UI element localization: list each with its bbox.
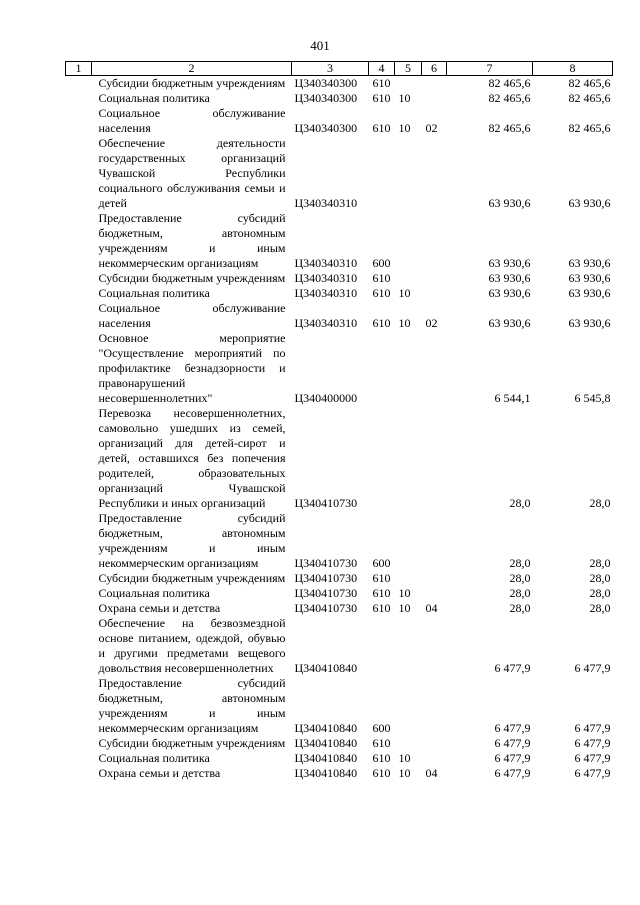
table-row (66, 571, 613, 586)
blank-cell (66, 571, 92, 586)
row-expense-type: 610 (372, 271, 391, 285)
blank-cell (66, 331, 92, 406)
row-section (395, 736, 422, 751)
row-name: Предоставление субсидий бюджетным, автономным учреждениям и иным некоммерческим организациям (98, 511, 286, 570)
row-amount-col7: 28,0 (509, 571, 531, 585)
row-expense-type: 610 (372, 286, 391, 300)
blank-cell (66, 586, 92, 601)
table-header (66, 62, 613, 76)
page-number: 401 (310, 38, 330, 53)
table-row (66, 586, 613, 601)
row-subsection: 04 (425, 766, 438, 780)
row-amount-col7: 6 544,1 (494, 391, 531, 405)
row-name: Предоставление субсидий бюджетным, автономным учреждениям и иным некоммерческим организациям (98, 676, 286, 735)
blank-cell (66, 616, 92, 676)
row-amount-col7: 82 465,6 (488, 121, 531, 135)
table-row (66, 676, 613, 736)
row-section (395, 676, 422, 736)
row-amount-col7: 63 930,6 (488, 316, 531, 330)
row-amount-col8: 6 477,9 (574, 736, 611, 750)
row-expense-type: 610 (372, 586, 391, 600)
row-name: Социальная политика (98, 751, 210, 765)
row-section: 10 (398, 751, 411, 765)
row-section: 10 (398, 316, 411, 330)
row-code: Ц340340310 (294, 256, 358, 270)
blank-cell (66, 511, 92, 571)
row-expense-type: 600 (372, 556, 391, 570)
row-expense-type: 610 (372, 571, 391, 585)
row-amount-col8: 28,0 (589, 601, 611, 615)
column-header: 4 (369, 62, 395, 76)
row-subsection (422, 331, 447, 406)
row-name: Охрана семьи и детства (98, 601, 221, 615)
row-code: Ц340340300 (294, 76, 358, 90)
row-section (395, 511, 422, 571)
blank-cell (66, 211, 92, 271)
row-amount-col7: 6 477,9 (494, 766, 531, 780)
row-subsection (422, 211, 447, 271)
blank-cell (66, 736, 92, 751)
row-amount-col7: 63 930,6 (488, 286, 531, 300)
row-amount-col8: 82 465,6 (568, 76, 611, 90)
row-code: Ц340410840 (294, 736, 358, 750)
row-name: Субсидии бюджетным учреждениям (98, 76, 286, 90)
row-section (395, 331, 422, 406)
row-name: Обеспечение деятельности государственных организаций Чувашской Республики социального обслуживания семьи и детей (98, 136, 286, 210)
row-expense-type: 610 (372, 601, 391, 615)
row-section: 10 (398, 286, 411, 300)
row-amount-col7: 63 930,6 (488, 271, 531, 285)
row-amount-col7: 82 465,6 (488, 91, 531, 105)
row-code: Ц340410730 (294, 556, 358, 570)
row-section (395, 571, 422, 586)
row-amount-col8: 63 930,6 (568, 271, 611, 285)
table-row (66, 766, 613, 781)
row-expense-type: 610 (372, 736, 391, 750)
row-expense-type: 610 (372, 76, 391, 90)
row-subsection (422, 571, 447, 586)
row-section (395, 211, 422, 271)
row-section (395, 406, 422, 511)
row-expense-type: 600 (372, 256, 391, 270)
blank-cell (66, 301, 92, 331)
table-row (66, 406, 613, 511)
row-name: Перевозка несовершеннолетних, самовольно ушедших из семей, организаций для детей-сирот и детей, оставшихся без попечения родителей, образовательных организаций Чувашской Республики и иных организаций (98, 406, 286, 510)
row-expense-type: 600 (372, 721, 391, 735)
row-code: Ц340340310 (294, 316, 358, 330)
table-row (66, 136, 613, 211)
row-amount-col7: 28,0 (509, 556, 531, 570)
table-row (66, 616, 613, 676)
column-header: 5 (395, 62, 422, 76)
column-header: 3 (292, 62, 369, 76)
row-subsection (422, 751, 447, 766)
row-section: 10 (398, 586, 411, 600)
blank-cell (66, 676, 92, 736)
row-amount-col7: 63 930,6 (488, 256, 531, 270)
table-row (66, 286, 613, 301)
table-row (66, 301, 613, 331)
row-subsection (422, 406, 447, 511)
row-amount-col8: 6 545,8 (574, 391, 611, 405)
table-row (66, 601, 613, 616)
row-amount-col8: 6 477,9 (574, 766, 611, 780)
row-subsection (422, 271, 447, 286)
blank-cell (66, 106, 92, 136)
row-amount-col8: 82 465,6 (568, 91, 611, 105)
row-expense-type: 610 (372, 91, 391, 105)
budget-table (65, 61, 613, 781)
column-header: 7 (447, 62, 533, 76)
row-section (395, 271, 422, 286)
row-amount-col8: 63 930,6 (568, 286, 611, 300)
row-section (395, 616, 422, 676)
row-expense-type (369, 616, 395, 676)
row-amount-col7: 6 477,9 (494, 661, 531, 675)
row-amount-col7: 82 465,6 (488, 76, 531, 90)
row-name: Социальная политика (98, 286, 210, 300)
row-name: Охрана семьи и детства (98, 766, 221, 780)
row-name: Основное мероприятие "Осуществление мероприятий по профилактике безнадзорности и правонарушений несовершеннолетних" (98, 331, 286, 405)
column-header: 2 (92, 62, 292, 76)
row-section: 10 (398, 766, 411, 780)
table-row (66, 736, 613, 751)
row-amount-col7: 6 477,9 (494, 751, 531, 765)
row-amount-col7: 6 477,9 (494, 736, 531, 750)
table-row (66, 511, 613, 571)
row-expense-type (369, 136, 395, 211)
row-subsection (422, 736, 447, 751)
column-header: 8 (533, 62, 613, 76)
row-name: Предоставление субсидий бюджетным, автономным учреждениям и иным некоммерческим организациям (98, 211, 286, 270)
row-section (395, 136, 422, 211)
table-row (66, 271, 613, 286)
column-header: 6 (422, 62, 447, 76)
row-code: Ц340410730 (294, 571, 358, 585)
table-row (66, 331, 613, 406)
row-subsection: 02 (425, 316, 438, 330)
row-name: Субсидии бюджетным учреждениям (98, 271, 286, 285)
row-amount-col7: 28,0 (509, 601, 531, 615)
row-name: Социальная политика (98, 91, 210, 105)
row-amount-col7: 28,0 (509, 496, 531, 510)
blank-cell (66, 286, 92, 301)
row-amount-col8: 6 477,9 (574, 751, 611, 765)
row-section: 10 (398, 91, 411, 105)
row-subsection (422, 511, 447, 571)
row-subsection (422, 616, 447, 676)
row-amount-col8: 63 930,6 (568, 256, 611, 270)
row-subsection (422, 91, 447, 106)
row-section: 10 (398, 121, 411, 135)
row-name: Субсидии бюджетным учреждениям (98, 571, 286, 585)
table-row (66, 91, 613, 106)
row-code: Ц340410840 (294, 661, 358, 675)
row-section: 10 (398, 601, 411, 615)
row-code: Ц340340310 (294, 286, 358, 300)
blank-cell (66, 76, 92, 92)
table-row (66, 751, 613, 766)
row-code: Ц340410840 (294, 721, 358, 735)
row-amount-col8: 28,0 (589, 571, 611, 585)
row-expense-type: 610 (372, 751, 391, 765)
row-name: Социальное обслуживание населения (98, 301, 286, 330)
row-name: Социальная политика (98, 586, 210, 600)
row-amount-col8: 6 477,9 (574, 721, 611, 735)
row-code: Ц340340310 (294, 196, 358, 210)
row-amount-col8: 28,0 (589, 556, 611, 570)
row-code: Ц340340310 (294, 271, 358, 285)
row-name: Обеспечение на безвозмездной основе питанием, одеждой, обувью и другими предметами вещевого довольствия несовершеннолетних (98, 616, 286, 675)
row-name: Субсидии бюджетным учреждениям (98, 736, 286, 750)
blank-cell (66, 406, 92, 511)
row-subsection: 04 (425, 601, 438, 615)
row-amount-col8: 28,0 (589, 496, 611, 510)
blank-cell (66, 136, 92, 211)
row-amount-col8: 63 930,6 (568, 316, 611, 330)
blank-cell (66, 751, 92, 766)
table-row (66, 211, 613, 271)
row-code: Ц340410730 (294, 586, 358, 600)
row-amount-col8: 6 477,9 (574, 661, 611, 675)
row-code: Ц340410730 (294, 601, 358, 615)
row-code: Ц340410840 (294, 751, 358, 765)
blank-cell (66, 271, 92, 286)
row-expense-type: 610 (372, 121, 391, 135)
row-subsection (422, 286, 447, 301)
row-subsection (422, 586, 447, 601)
row-code: Ц340340300 (294, 121, 358, 135)
row-code: Ц340340300 (294, 91, 358, 105)
column-header: 1 (66, 62, 92, 76)
row-amount-col7: 6 477,9 (494, 721, 531, 735)
row-subsection (422, 676, 447, 736)
row-expense-type (369, 331, 395, 406)
row-expense-type (369, 406, 395, 511)
blank-cell (66, 601, 92, 616)
row-subsection (422, 76, 447, 92)
table-body (66, 76, 613, 782)
row-subsection: 02 (425, 121, 438, 135)
row-amount-col7: 28,0 (509, 586, 531, 600)
row-amount-col7: 63 930,6 (488, 196, 531, 210)
row-subsection (422, 136, 447, 211)
row-code: Ц340410730 (294, 496, 358, 510)
row-code: Ц340400000 (294, 391, 358, 405)
blank-cell (66, 766, 92, 781)
row-amount-col8: 63 930,6 (568, 196, 611, 210)
row-amount-col8: 28,0 (589, 586, 611, 600)
row-section (395, 76, 422, 92)
row-expense-type: 610 (372, 316, 391, 330)
row-code: Ц340410840 (294, 766, 358, 780)
table-row (66, 76, 613, 92)
table-row (66, 106, 613, 136)
row-expense-type: 610 (372, 766, 391, 780)
blank-cell (66, 91, 92, 106)
row-amount-col8: 82 465,6 (568, 121, 611, 135)
row-name: Социальное обслуживание населения (98, 106, 286, 135)
